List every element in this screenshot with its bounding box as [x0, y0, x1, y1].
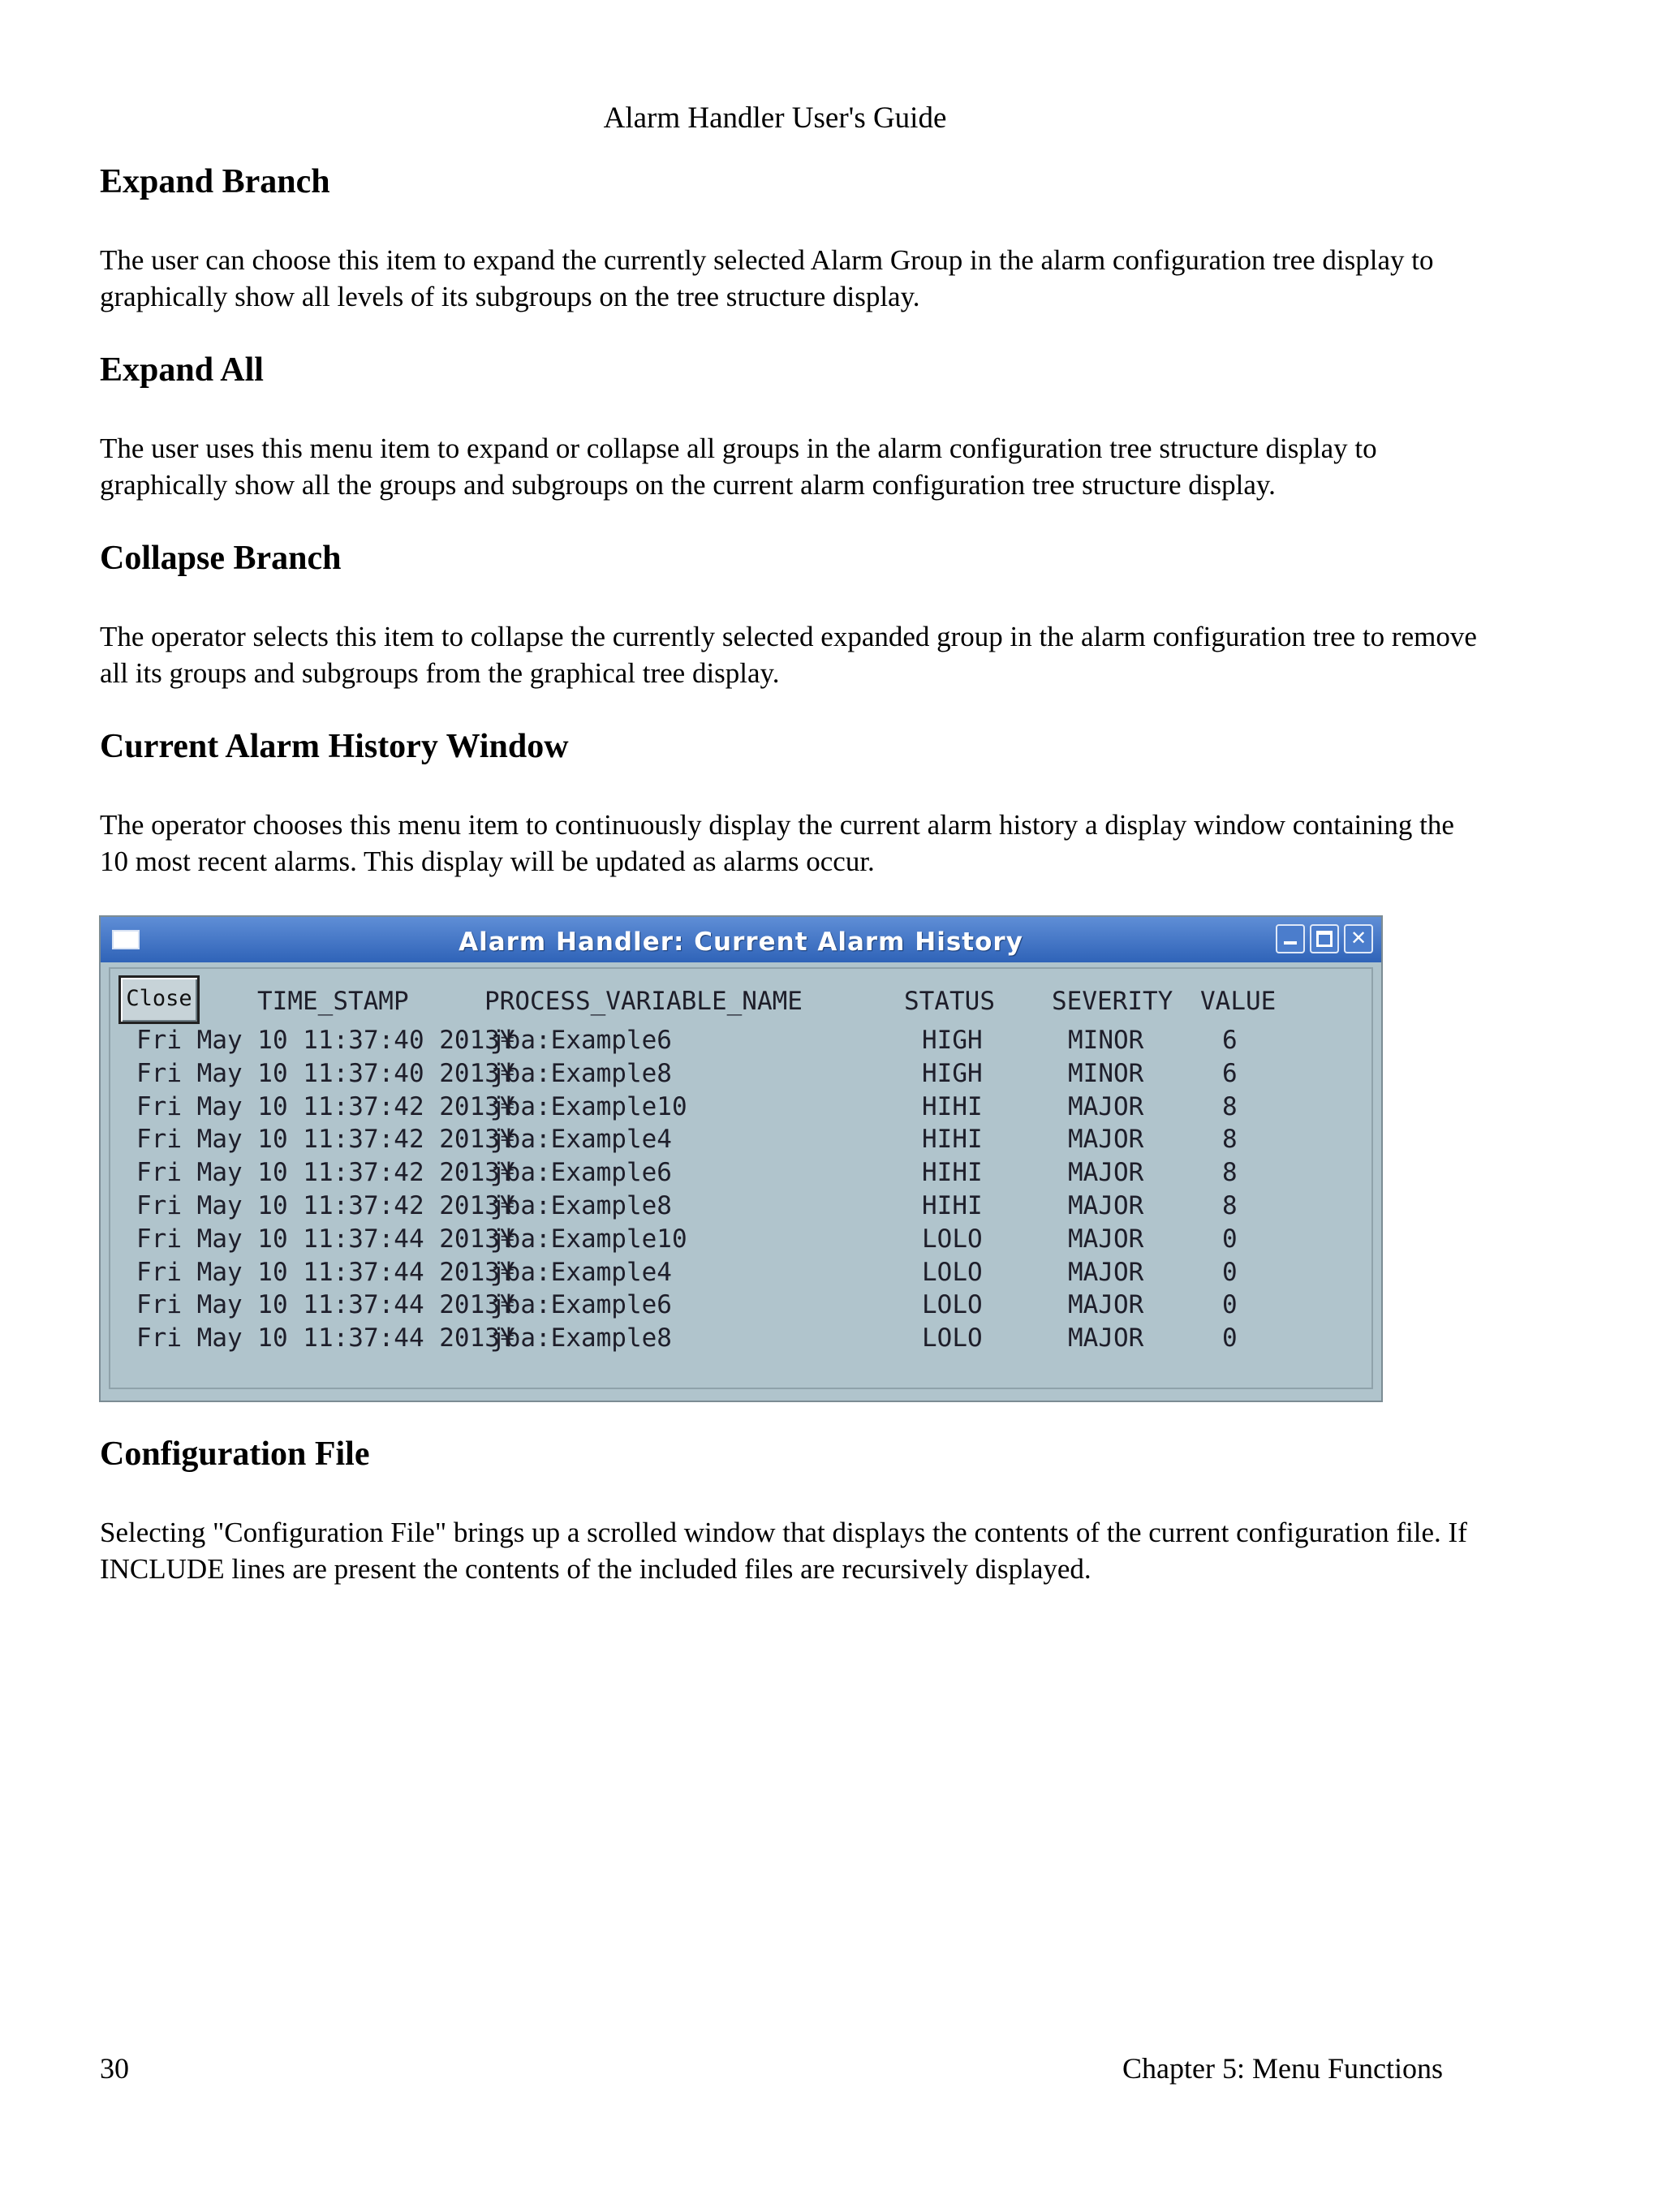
table-row	[101, 1092, 1381, 1125]
table-row	[101, 1323, 1381, 1357]
row-timestamp: Fri May 10 11:37:40 2013¥	[136, 1026, 515, 1055]
section-body: The user uses this menu item to expand or collapse all groups in the alarm configuration tree structure display to graphically show all the groups and subgroups on the current alarm configuration tree structure display.	[100, 433, 1377, 501]
row-value: 0	[1222, 1257, 1238, 1287]
table-row	[101, 1258, 1381, 1291]
page-header: Alarm Handler User's Guide	[603, 101, 947, 135]
row-status: LOLO	[922, 1257, 983, 1287]
row-severity: MAJOR	[1068, 1290, 1144, 1320]
page-number: 30	[100, 2052, 129, 2085]
row-value: 8	[1222, 1191, 1238, 1220]
row-status: HIGH	[922, 1058, 983, 1088]
row-severity: MINOR	[1068, 1058, 1144, 1088]
row-timestamp: Fri May 10 11:37:44 2013¥	[136, 1290, 515, 1320]
row-value: 0	[1222, 1290, 1238, 1320]
column-header-status: STATUS	[904, 987, 995, 1016]
column-header-timestamp: TIME_STAMP	[257, 987, 409, 1016]
chapter-title: Chapter 5: Menu Functions	[1122, 2052, 1443, 2085]
section-heading: Configuration File	[100, 1435, 370, 1473]
close-button[interactable]: Close	[118, 975, 200, 1024]
row-pv-name: jba:Example8	[490, 1191, 672, 1220]
row-value: 8	[1222, 1125, 1238, 1155]
row-timestamp: Fri May 10 11:37:44 2013¥	[136, 1323, 515, 1353]
row-status: LOLO	[922, 1224, 983, 1254]
row-value: 8	[1222, 1091, 1238, 1121]
window-title: Alarm Handler: Current Alarm History	[459, 927, 1023, 957]
row-severity: MAJOR	[1068, 1323, 1144, 1353]
column-header-value: VALUE	[1200, 987, 1277, 1016]
row-pv-name: jba:Example8	[490, 1058, 672, 1088]
row-value: 0	[1222, 1224, 1238, 1254]
row-status: LOLO	[922, 1290, 983, 1320]
row-pv-name: jba:Example8	[490, 1323, 672, 1353]
section-body: Selecting "Configuration File" brings up a scrolled window that displays the contents of the current configuration file. If INCLUDE lines are present the contents of the included files are recursively displayed.	[100, 1517, 1467, 1585]
column-header-severity: SEVERITY	[1052, 987, 1173, 1016]
section-body: The user can choose this item to expand the currently selected Alarm Group in the alarm configuration tree display to graphically show all levels of its subgroups on the tree structure display.	[100, 244, 1434, 312]
row-timestamp: Fri May 10 11:37:42 2013¥	[136, 1158, 515, 1188]
section-body: The operator chooses this menu item to continuously display the current alarm history a display window containing the 10 most recent alarms. This display will be updated as alarms occur.	[100, 809, 1454, 877]
row-pv-name: jba:Example4	[490, 1125, 672, 1155]
row-severity: MAJOR	[1068, 1224, 1144, 1254]
row-pv-name: jba:Example6	[490, 1158, 672, 1188]
row-pv-name: jba:Example4	[490, 1257, 672, 1287]
section-heading: Expand Branch	[100, 163, 330, 200]
column-header-pv-name: PROCESS_VARIABLE_NAME	[484, 987, 803, 1016]
row-timestamp: Fri May 10 11:37:40 2013¥	[136, 1058, 515, 1088]
table-row	[101, 1125, 1381, 1158]
row-timestamp: Fri May 10 11:37:44 2013¥	[136, 1224, 515, 1254]
row-timestamp: Fri May 10 11:37:44 2013¥	[136, 1257, 515, 1287]
row-severity: MAJOR	[1068, 1257, 1144, 1287]
table-row	[101, 1059, 1381, 1092]
section-heading: Current Alarm History Window	[100, 728, 569, 765]
table-row	[101, 1191, 1381, 1224]
row-timestamp: Fri May 10 11:37:42 2013¥	[136, 1191, 515, 1220]
close-icon[interactable]: ✕	[1344, 924, 1373, 953]
row-status: HIHI	[922, 1158, 983, 1188]
minimize-icon[interactable]	[1276, 924, 1305, 953]
row-value: 6	[1222, 1058, 1238, 1088]
row-severity: MINOR	[1068, 1026, 1144, 1055]
row-severity: MAJOR	[1068, 1191, 1144, 1220]
row-severity: MAJOR	[1068, 1158, 1144, 1188]
maximize-icon[interactable]	[1310, 924, 1339, 953]
row-timestamp: Fri May 10 11:37:42 2013¥	[136, 1091, 515, 1121]
window-titlebar[interactable]	[101, 917, 1381, 962]
table-row	[101, 1224, 1381, 1258]
section-heading: Collapse Branch	[100, 540, 342, 577]
row-pv-name: jba:Example10	[490, 1091, 687, 1121]
row-value: 6	[1222, 1026, 1238, 1055]
table-row	[101, 1158, 1381, 1191]
row-pv-name: jba:Example6	[490, 1290, 672, 1320]
section-heading: Expand All	[100, 351, 264, 389]
table-row	[101, 1290, 1381, 1323]
row-status: LOLO	[922, 1323, 983, 1353]
alarm-history-window	[99, 915, 1383, 1402]
row-status: HIHI	[922, 1191, 983, 1220]
row-pv-name: jba:Example10	[490, 1224, 687, 1254]
row-status: HIHI	[922, 1091, 983, 1121]
row-severity: MAJOR	[1068, 1125, 1144, 1155]
row-pv-name: jba:Example6	[490, 1026, 672, 1055]
section-body: The operator selects this item to collapse the currently selected expanded group in the alarm configuration tree to remove all its groups and subgroups from the graphical tree display.	[100, 621, 1477, 689]
row-severity: MAJOR	[1068, 1091, 1144, 1121]
row-status: HIHI	[922, 1125, 983, 1155]
row-value: 0	[1222, 1323, 1238, 1353]
row-timestamp: Fri May 10 11:37:42 2013¥	[136, 1125, 515, 1155]
table-row	[101, 1026, 1381, 1059]
row-value: 8	[1222, 1158, 1238, 1188]
row-status: HIGH	[922, 1026, 983, 1055]
